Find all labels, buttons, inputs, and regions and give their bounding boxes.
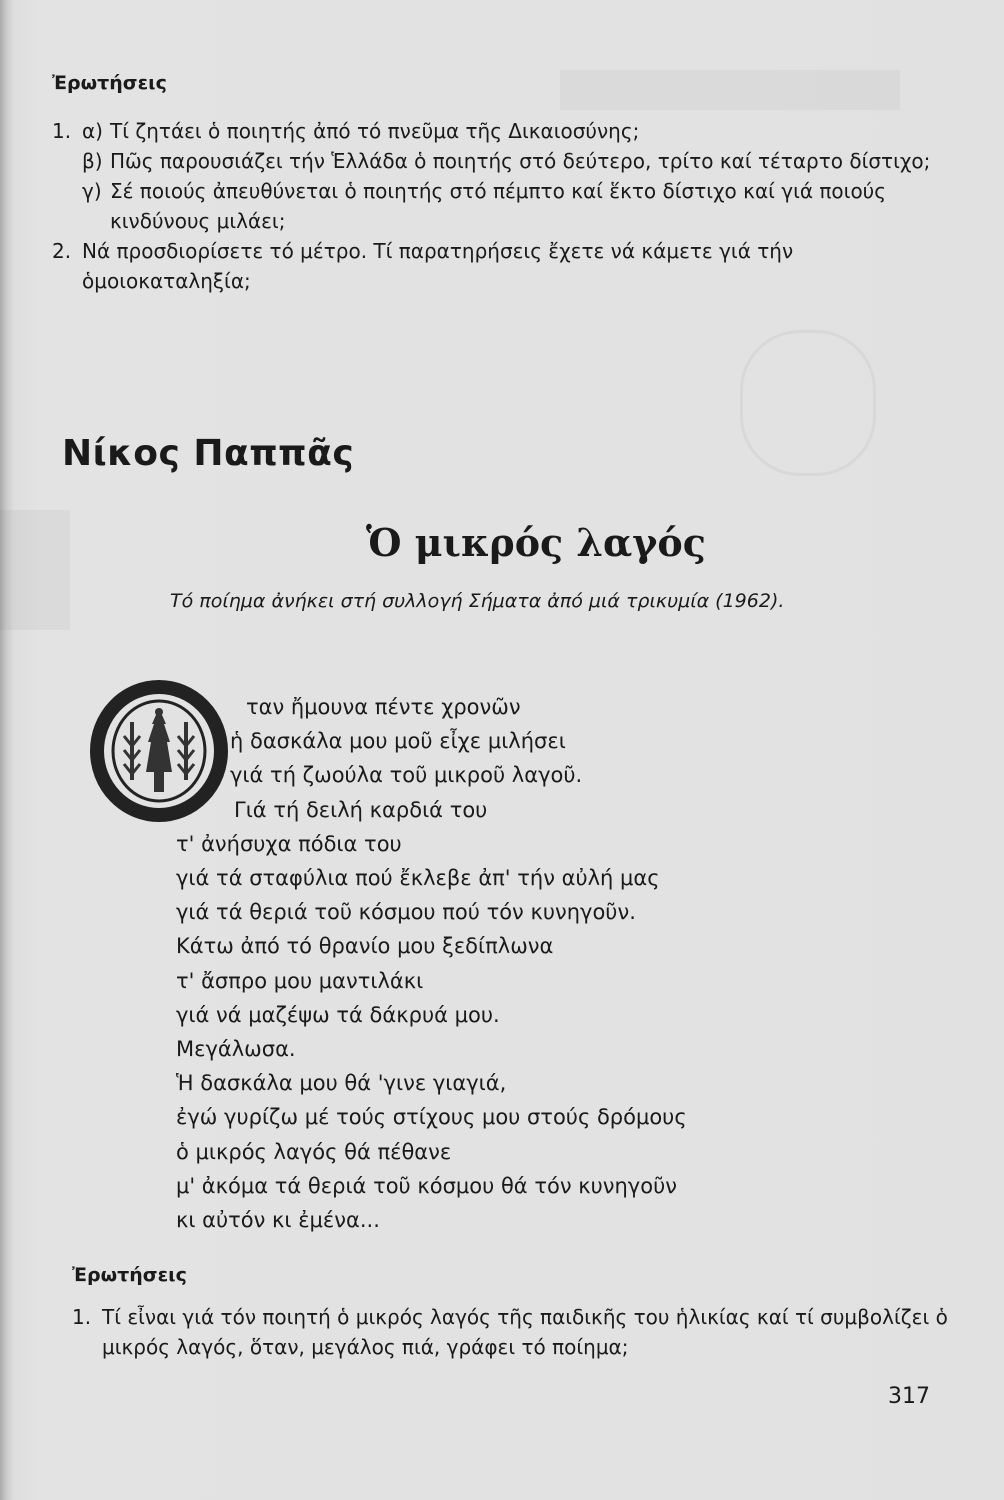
poem-line: γιά νά μαζέψω τά δάκρυά μου. <box>176 1002 500 1027</box>
question-text: Σέ ποιούς ἀπευθύνεται ὁ ποιητής στό πέμπτο καί ἕκτο δίστιχο καί γιά ποιούς κινδύνους μιλάει; <box>110 179 886 233</box>
question-number <box>52 146 72 176</box>
poem-line: ὁ μικρός λαγός θά πέθανε <box>176 1139 452 1164</box>
poem-line: Ἡ δασκάλα μου θά 'γινε γιαγιά, <box>176 1071 507 1096</box>
poem-line: ἡ δασκάλα μου μοῦ εἶχε μιλήσει <box>230 729 566 754</box>
poem-body <box>176 690 687 1237</box>
bleed-through-shadow <box>0 510 70 630</box>
poem-line: Μεγάλωσα. <box>176 1037 296 1062</box>
poem-note: Τό ποίημα ἀνήκει στή συλλογή Σήματα ἀπό μιά τρικυμία (1962). <box>170 590 785 612</box>
bleed-through-ornament <box>740 330 876 476</box>
questions-list-1 <box>52 116 932 296</box>
question-item <box>52 116 932 146</box>
poem-line: μ' ἀκόμα τά θεριά τοῦ κόσμου θά τόν κυνηγοῦν <box>176 1173 677 1198</box>
author-name: Νίκος Παππᾶς <box>62 433 355 474</box>
poem-line: ταν ἤμουνα πέντε χρονῶν <box>246 695 521 719</box>
question-text: Νά προσδιορίσετε τό μέτρο. Τί παρατηρήσεις ἔχετε νά κάμετε γιά τήν ὁμοιοκαταληξία; <box>82 239 794 293</box>
poem-line: ἐγώ γυρίζω μέ τούς στίχους μου στούς δρόμους <box>176 1105 687 1130</box>
question-number: 2. <box>52 239 72 263</box>
questions-heading-2: Ἐρωτήσεις <box>72 1264 187 1286</box>
question-mark: α) <box>82 119 103 143</box>
question-text: Πῶς παρουσιάζει τήν Ἑλλάδα ὁ ποιητής στό δεύτερο, τρίτο καί τέταρτο δίστιχο; <box>110 149 931 173</box>
poem-line: τ' ἀνήσυχα πόδια του <box>176 831 402 856</box>
bleed-through-heading <box>560 70 900 110</box>
questions-list-2 <box>72 1302 952 1362</box>
question-item <box>72 1302 952 1362</box>
page-number: 317 <box>888 1384 930 1409</box>
poem-line: Κάτω ἀπό τό θρανίο μου ξεδίπλωνα <box>176 934 554 959</box>
poem-line: κι αὐτόν κι ἐμένα... <box>176 1208 380 1233</box>
poem-title: Ὁ μικρός λαγός <box>366 520 706 565</box>
poem-line: τ' ἄσπρο μου μαντιλάκι <box>176 968 424 993</box>
question-item <box>52 176 932 236</box>
poem-line: γιά τά θεριά τοῦ κόσμου πού τόν κυνηγοῦν. <box>176 900 636 925</box>
poem-line: Γιά τή δειλή καρδιά του <box>234 797 488 822</box>
questions-heading-1: Ἐρωτήσεις <box>52 72 167 94</box>
question-mark: γ) <box>82 179 102 203</box>
question-number: 1. <box>72 1305 92 1329</box>
question-item <box>52 236 932 296</box>
question-number: 1. <box>52 119 72 143</box>
question-number <box>52 176 72 236</box>
question-item <box>52 146 932 176</box>
question-text: Τί ζητάει ὁ ποιητής ἀπό τό πνεῦμα τῆς Δικαιοσύνης; <box>110 119 640 143</box>
poem-line: γιά τά σταφύλια πού ἔκλεβε ἀπ' τήν αὐλή μας <box>176 866 660 891</box>
question-text: Τί εἶναι γιά τόν ποιητή ὁ μικρός λαγός τῆς παιδικῆς του ἡλικίας καί τί συμβολίζει ὁ μικρός λαγός, ὅταν, μεγάλος πιά, γράφει τό ποίημα; <box>102 1305 948 1359</box>
poem-line: γιά τή ζωούλα τοῦ μικροῦ λαγοῦ. <box>230 763 583 788</box>
question-mark: β) <box>82 149 103 173</box>
